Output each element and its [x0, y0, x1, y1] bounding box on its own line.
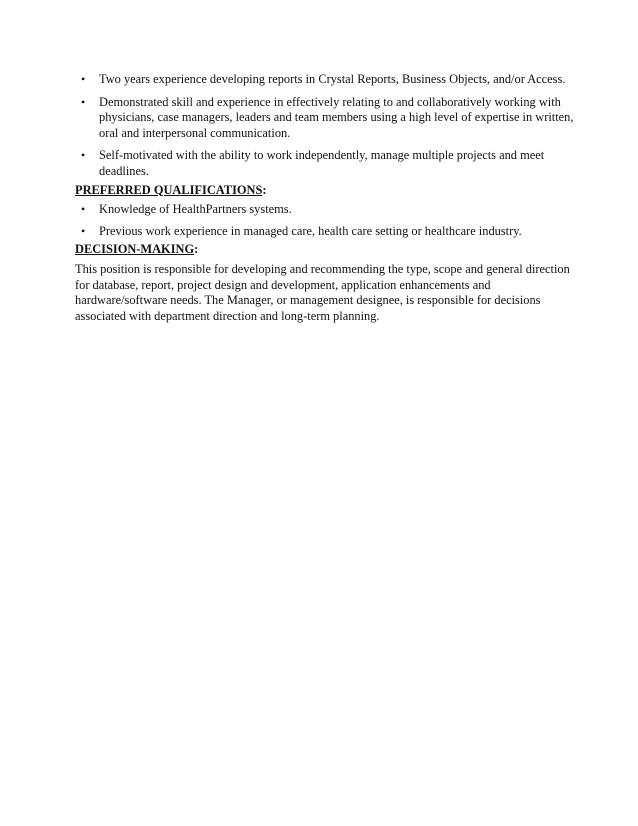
- heading-text: PREFERRED QUALIFICATIONS: [75, 182, 263, 197]
- list-item-text: Knowledge of HealthPartners systems.: [99, 202, 292, 217]
- list-item-text: Self-motivated with the ability to work independently, manage multiple projects and meet deadlines.: [99, 148, 545, 178]
- decision-making-heading: [75, 242, 575, 258]
- preferred-qualifications-list: [75, 202, 575, 239]
- bullet-icon: •: [81, 202, 86, 217]
- bullet-icon: •: [81, 148, 86, 163]
- list-item: [75, 72, 575, 88]
- heading-colon: :: [262, 182, 267, 197]
- document-page: [75, 72, 575, 324]
- decision-making-paragraph: This position is responsible for developing and recommending the type, scope and general direction for database, report, project design and development, application enhancements and hardware/software needs. The Manager, or management designee, is responsible for decisions associated with department direction and long-term planning.: [75, 261, 570, 323]
- bullet-icon: •: [81, 94, 86, 109]
- list-item-text: Previous work experience in managed care, health care setting or healthcare industry.: [99, 223, 522, 238]
- preferred-qualifications-heading: [75, 183, 575, 199]
- list-item: [75, 202, 575, 218]
- required-qualifications-list: [75, 72, 575, 180]
- bullet-icon: •: [81, 72, 86, 86]
- list-item: [75, 95, 575, 142]
- list-item: [75, 224, 575, 240]
- heading-colon: :: [194, 242, 199, 257]
- heading-text: DECISION-MAKING: [75, 242, 195, 257]
- list-item-text: Demonstrated skill and experience in effectively relating to and collaboratively working with physicians, case managers, leaders and team members using a high level of expertise in written, oral and interpersonal communication.: [99, 94, 574, 140]
- list-item: [75, 148, 575, 179]
- list-item-text: Two years experience developing reports in Crystal Reports, Business Objects, and/or Access.: [99, 72, 566, 86]
- bullet-icon: •: [81, 223, 86, 238]
